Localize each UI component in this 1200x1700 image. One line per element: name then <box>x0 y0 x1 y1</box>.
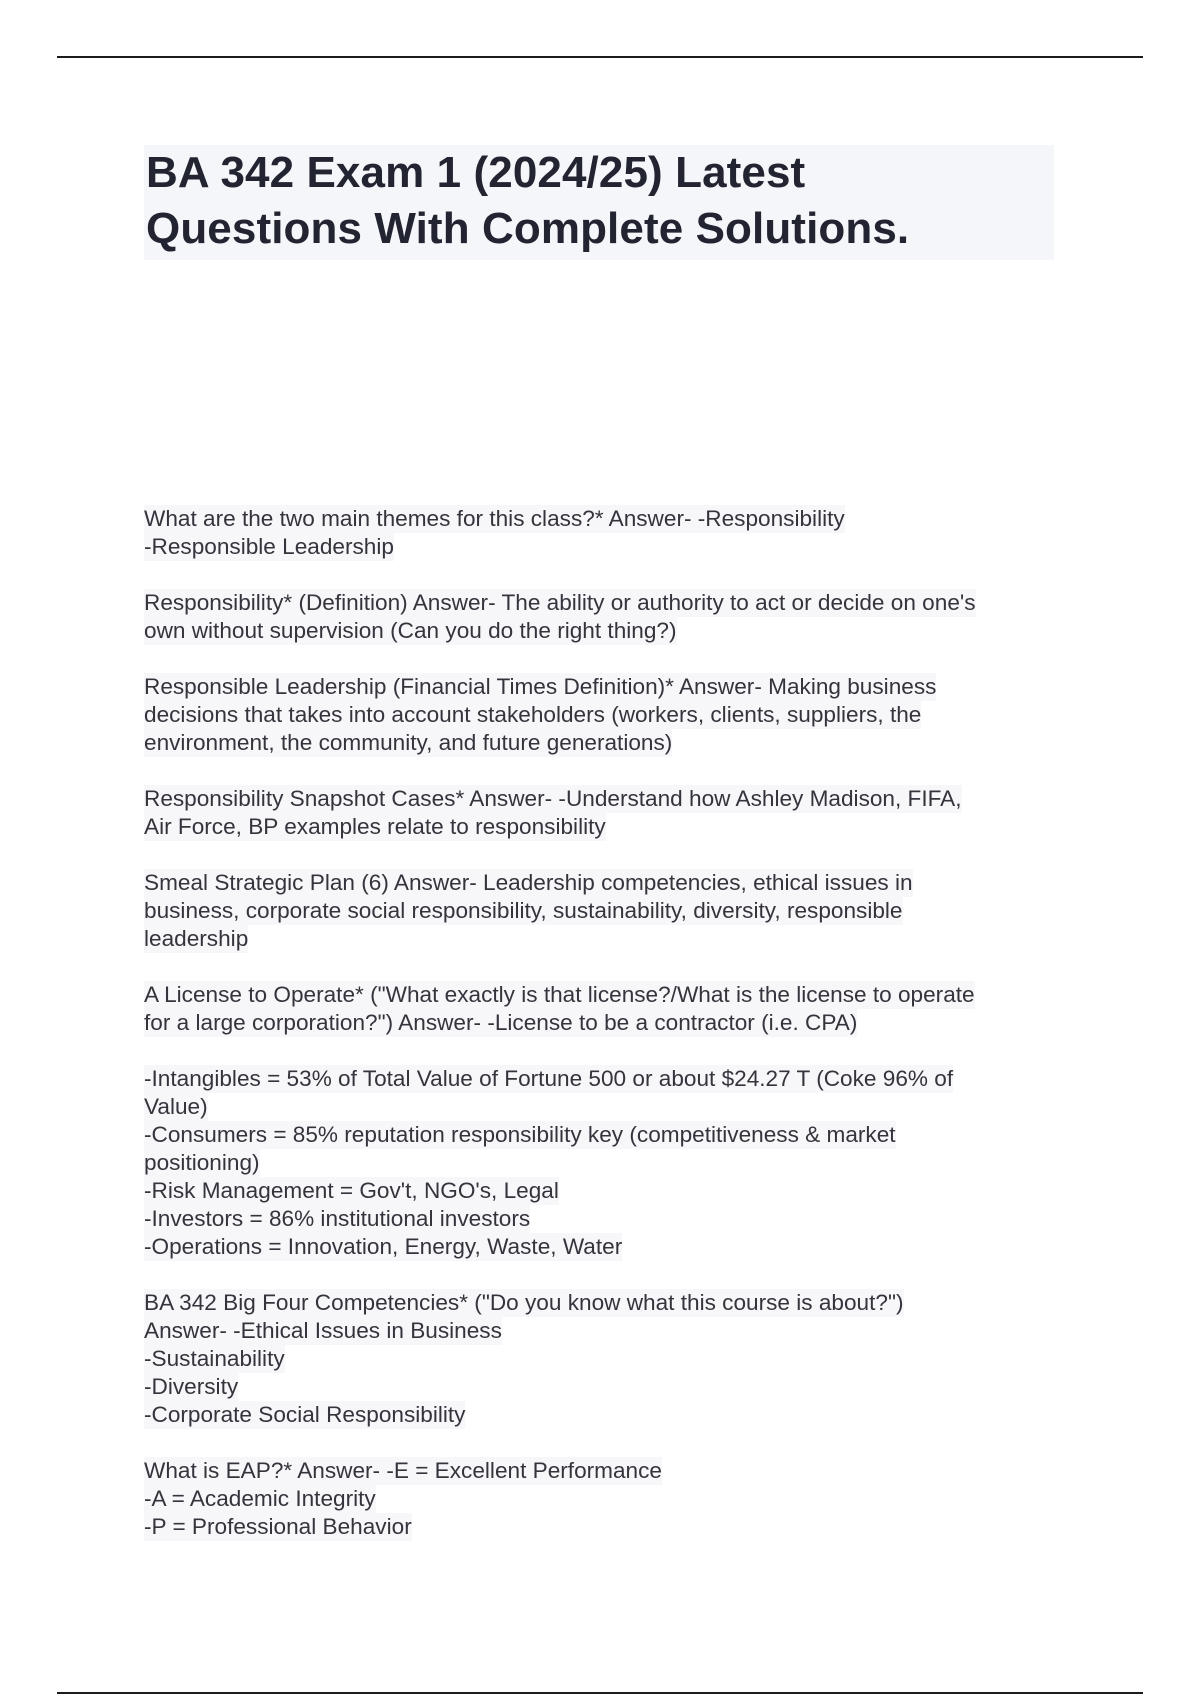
qa-line: -Investors = 86% institutional investors <box>144 1206 531 1231</box>
qa-line: -Responsible Leadership <box>144 534 394 559</box>
qa-line: BA 342 Big Four Competencies* ("Do you know what this course is about?") <box>144 1290 904 1315</box>
qa-item <box>144 589 1074 645</box>
qa-item <box>144 505 1074 561</box>
qa-line: -Consumers = 85% reputation responsibility key (competitiveness & market <box>144 1122 896 1147</box>
title-line: BA 342 Exam 1 (2024/25) Latest <box>146 148 806 197</box>
qa-list <box>144 505 1074 1569</box>
qa-line: business, corporate social responsibility, sustainability, diversity, responsible <box>144 898 903 923</box>
bottom-rule <box>57 1692 1143 1694</box>
qa-line: for a large corporation?") Answer- -License to be a contractor (i.e. CPA) <box>144 1010 858 1035</box>
qa-item <box>144 785 1074 841</box>
qa-line: positioning) <box>144 1150 260 1175</box>
qa-line: -Operations = Innovation, Energy, Waste, Water <box>144 1234 623 1259</box>
top-rule <box>57 56 1143 58</box>
qa-line: Responsibility* (Definition) Answer- The ability or authority to act or decide on one's <box>144 590 976 615</box>
qa-line: What is EAP?* Answer- -E = Excellent Performance <box>144 1458 662 1483</box>
qa-line: A License to Operate* ("What exactly is that license?/What is the license to operate <box>144 982 975 1007</box>
qa-line: -Sustainability <box>144 1346 285 1371</box>
qa-line: Responsible Leadership (Financial Times Definition)* Answer- Making business <box>144 674 937 699</box>
qa-line: What are the two main themes for this class?* Answer- -Responsibility <box>144 506 845 531</box>
qa-line: -Intangibles = 53% of Total Value of Fortune 500 or about $24.27 T (Coke 96% of <box>144 1066 954 1091</box>
qa-line: Smeal Strategic Plan (6) Answer- Leadership competencies, ethical issues in <box>144 870 913 895</box>
qa-line: environment, the community, and future generations) <box>144 730 673 755</box>
qa-line: -Risk Management = Gov't, NGO's, Legal <box>144 1178 559 1203</box>
qa-line: own without supervision (Can you do the right thing?) <box>144 618 677 643</box>
qa-line: -Corporate Social Responsibility <box>144 1402 466 1427</box>
qa-line: Air Force, BP examples relate to responsibility <box>144 814 606 839</box>
qa-line: leadership <box>144 926 249 951</box>
qa-item <box>144 869 1074 953</box>
title-line: Questions With Complete Solutions. <box>146 204 910 253</box>
qa-line: -A = Academic Integrity <box>144 1486 376 1511</box>
qa-item <box>144 981 1074 1037</box>
qa-item <box>144 1065 1074 1261</box>
document-title-block <box>144 145 1054 260</box>
qa-line: decisions that takes into account stakeholders (workers, clients, suppliers, the <box>144 702 922 727</box>
qa-item <box>144 1289 1074 1429</box>
document-title <box>146 145 1054 257</box>
qa-item <box>144 673 1074 757</box>
qa-item <box>144 1457 1074 1541</box>
qa-line: Responsibility Snapshot Cases* Answer- -Understand how Ashley Madison, FIFA, <box>144 786 962 811</box>
qa-line: Answer- -Ethical Issues in Business <box>144 1318 502 1343</box>
qa-line: -Diversity <box>144 1374 239 1399</box>
qa-line: Value) <box>144 1094 208 1119</box>
qa-line: -P = Professional Behavior <box>144 1514 412 1539</box>
